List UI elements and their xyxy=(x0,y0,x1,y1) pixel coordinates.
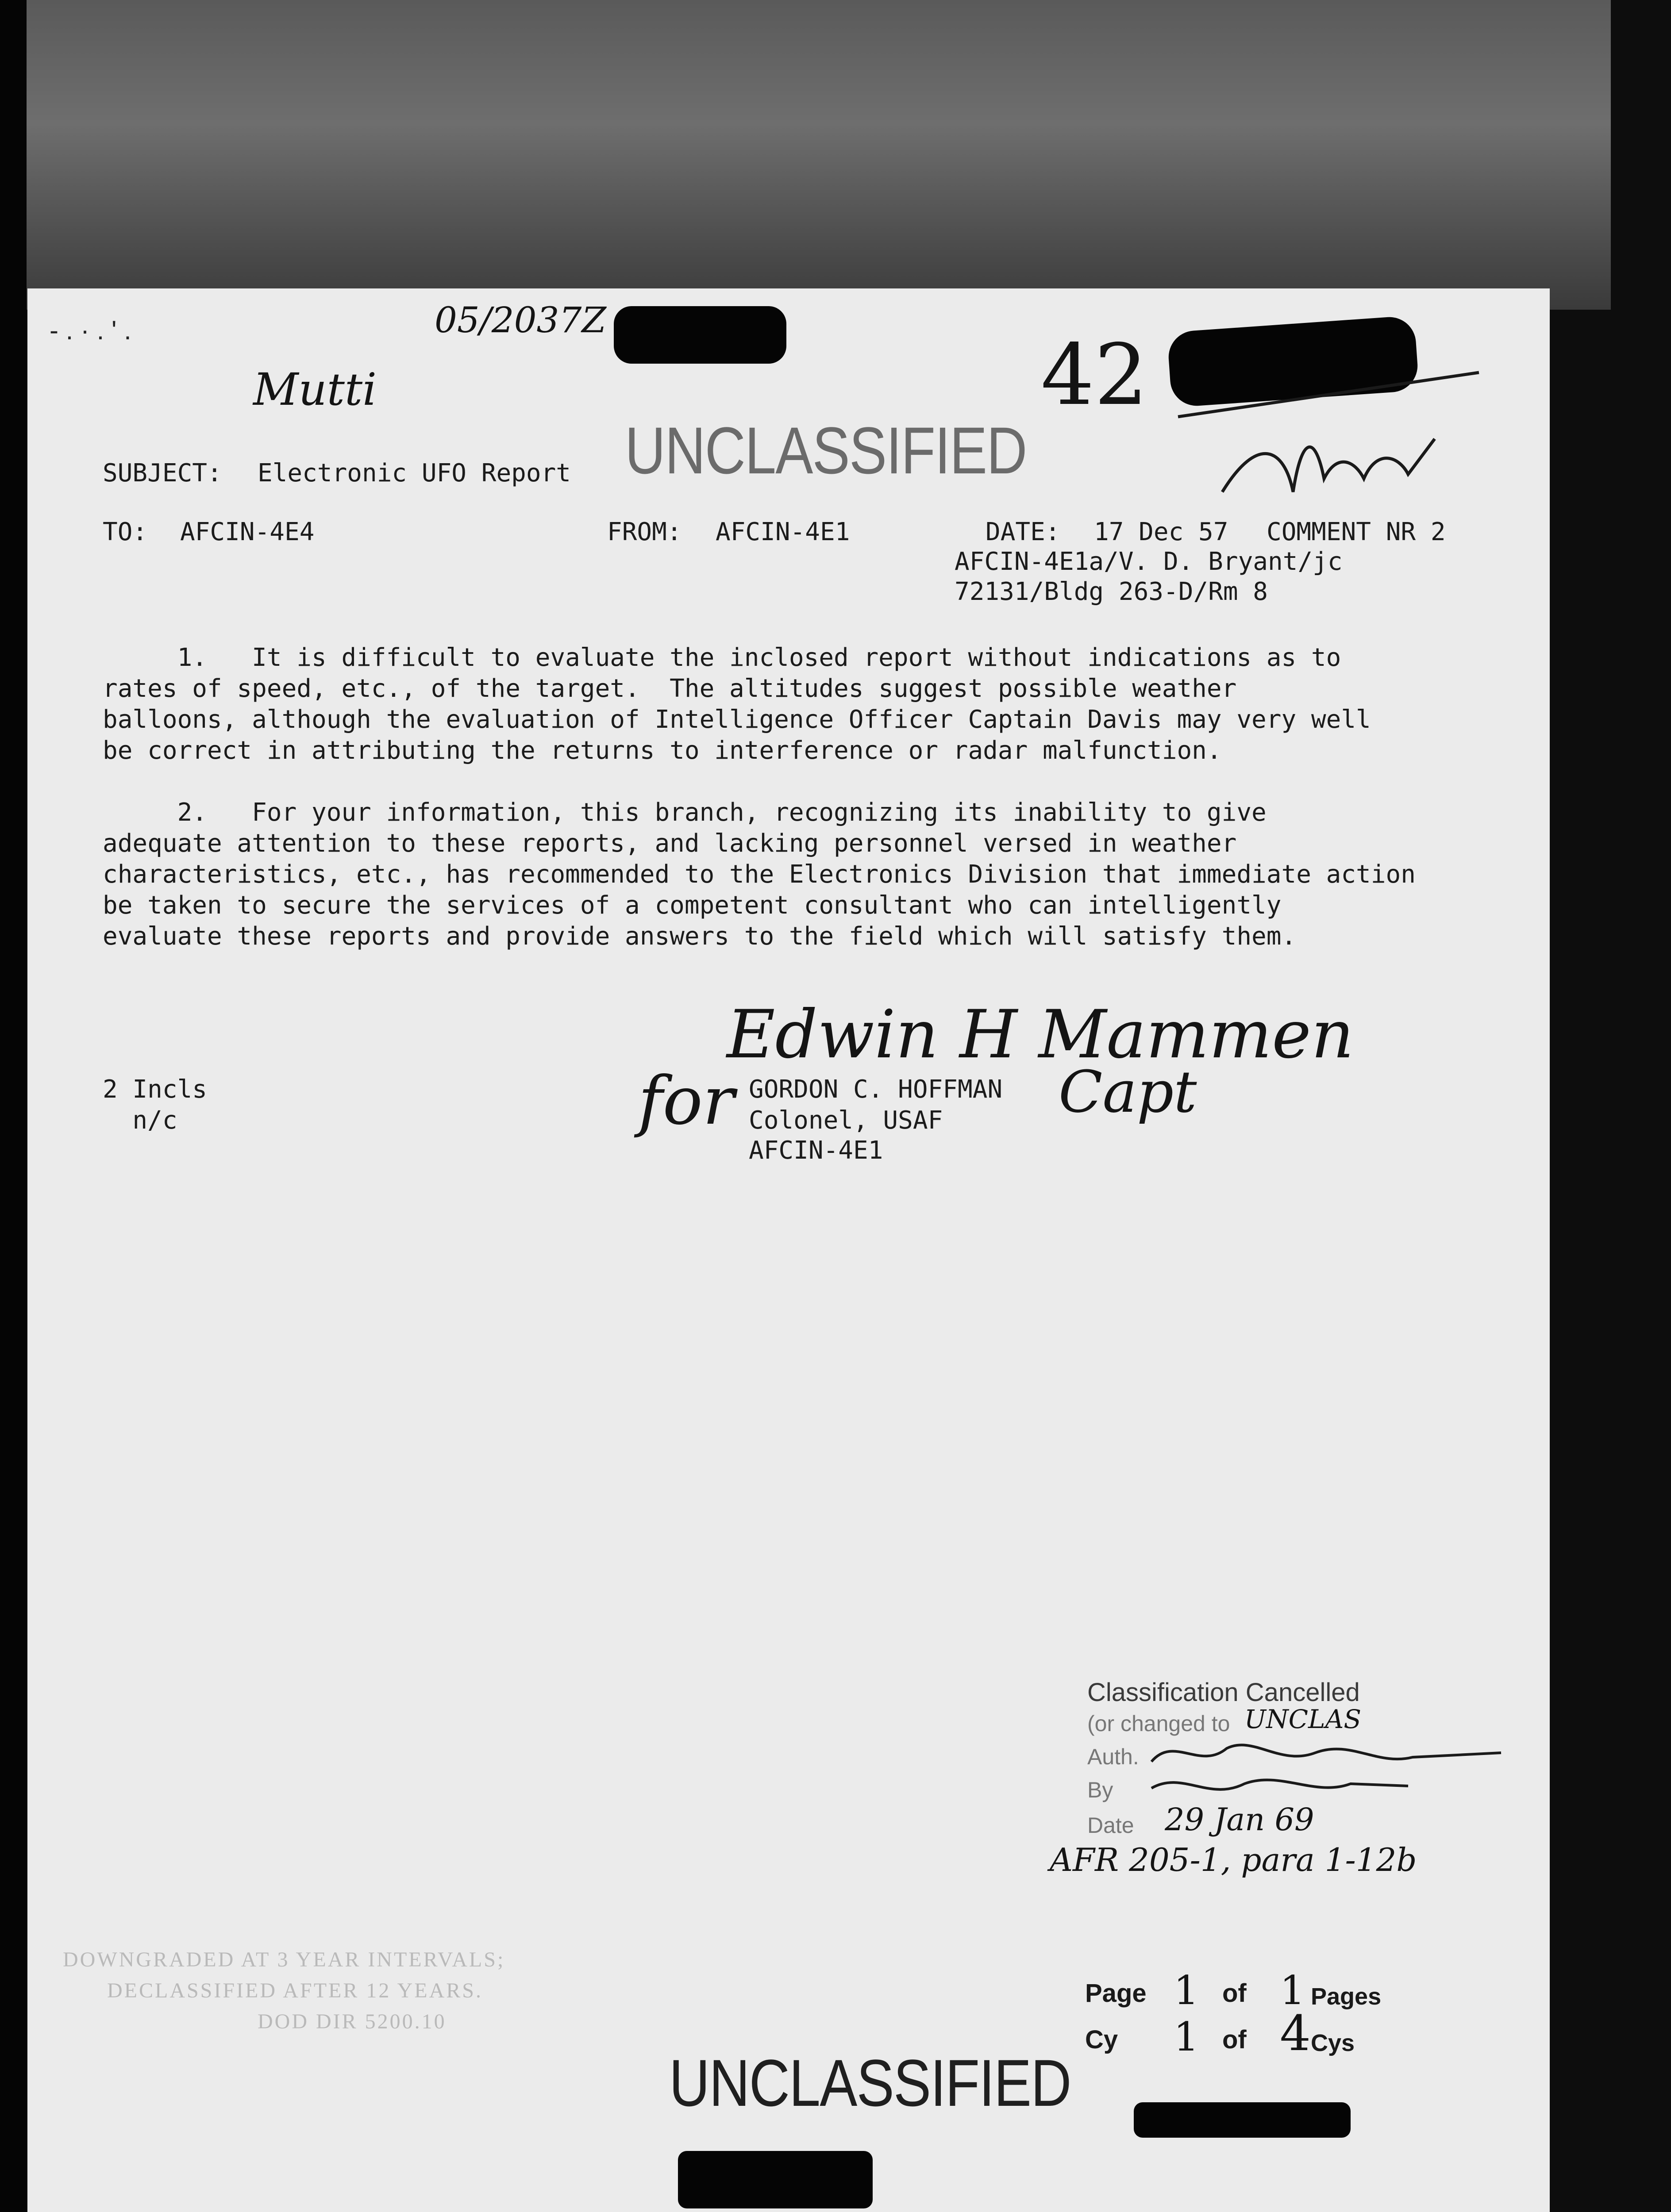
copy-of-label: of xyxy=(1222,2025,1247,2054)
date-value: 17 Dec 57 xyxy=(1094,518,1228,546)
cancel-stamp-authority-note: AFR 205-1, para 1-12b xyxy=(1050,1841,1417,1878)
to-value: AFCIN-4E4 xyxy=(180,518,315,546)
paragraph-line: be correct in attributing the returns to interference or radar malfunction. xyxy=(103,736,1222,765)
scan-border-left xyxy=(0,0,27,2212)
handwritten-signature: Edwin H Mammen xyxy=(727,996,1354,1073)
cancel-stamp-date-label: Date xyxy=(1087,1813,1134,1838)
from-value: AFCIN-4E1 xyxy=(716,518,850,546)
subject-value: Electronic UFO Report xyxy=(258,459,571,488)
paragraph-line: characteristics, etc., has recommended to the Electronics Division that immediate action xyxy=(103,860,1416,889)
date-label: DATE: xyxy=(986,518,1060,546)
scan-background-top xyxy=(27,0,1611,310)
copies-label: Cys xyxy=(1311,2030,1355,2056)
punch-marks: - . · . ' . xyxy=(50,315,131,345)
cancel-stamp-auth-label: Auth. xyxy=(1087,1744,1139,1769)
handwritten-for: for xyxy=(638,1063,735,1140)
paragraph-line: evaluate these reports and provide answers to the field which will satisfy them. xyxy=(103,922,1297,951)
paragraph-1 xyxy=(103,642,1554,766)
downgrade-line-1: DOWNGRADED AT 3 YEAR INTERVALS; xyxy=(63,1948,505,1971)
paragraph-line: be taken to secure the services of a competent consultant who can intelligently xyxy=(103,891,1282,920)
paragraph-line: 1. It is difficult to evaluate the inclosed report without indications as to xyxy=(103,643,1341,672)
handwritten-initials: Mutti xyxy=(253,364,377,415)
redaction-bar xyxy=(614,306,786,364)
page-of-label: of xyxy=(1222,1979,1247,2008)
cancel-stamp-changed-label: (or changed to xyxy=(1087,1711,1230,1736)
handwritten-mark-scribble xyxy=(1169,346,1523,514)
downgrade-line-2: DECLASSIFIED AFTER 12 YEARS. xyxy=(107,1979,483,2002)
classification-stamp-bottom: UNCLASSIFIED xyxy=(669,2046,1071,2120)
signer-name: GORDON C. HOFFMAN xyxy=(749,1075,1003,1104)
pages-label: Pages xyxy=(1311,1983,1382,2010)
cancel-stamp-by-signature xyxy=(1147,1766,1413,1806)
cancel-stamp-title: Classification Cancelled xyxy=(1087,1678,1360,1707)
redaction-bar xyxy=(1134,2102,1351,2138)
subject-label: SUBJECT: xyxy=(103,459,222,488)
copy-number: 1 xyxy=(1174,2014,1199,2060)
document-page xyxy=(27,288,1550,2212)
downgrade-line-3: DOD DIR 5200.10 xyxy=(258,2010,447,2033)
copy-label: Cy xyxy=(1085,2025,1118,2054)
handwritten-number: 42 xyxy=(1041,326,1148,424)
page-number: 1 xyxy=(1174,1967,1199,2014)
handwritten-msg-ref: 05/2037Z xyxy=(435,300,606,341)
paragraph-2 xyxy=(103,797,1554,952)
office-symbol-line: AFCIN-4E1a/V. D. Bryant/jc xyxy=(955,547,1343,576)
paragraph-line: 2. For your information, this branch, recognizing its inability to give xyxy=(103,798,1267,827)
signer-office: AFCIN-4E1 xyxy=(749,1136,883,1165)
classification-stamp-top: UNCLASSIFIED xyxy=(625,413,1027,488)
copy-total: 4 xyxy=(1280,2005,1311,2062)
page-total: 1 xyxy=(1280,1967,1305,2014)
from-label: FROM: xyxy=(607,518,682,546)
handwritten-capt: Capt xyxy=(1059,1058,1197,1125)
enclosures-count: 2 Incls xyxy=(103,1075,208,1104)
signer-rank: Colonel, USAF xyxy=(749,1106,943,1135)
cancel-stamp-by-label: By xyxy=(1087,1778,1113,1802)
room-line: 72131/Bldg 263-D/Rm 8 xyxy=(955,577,1268,606)
to-label: TO: xyxy=(103,518,148,546)
redaction-bar xyxy=(678,2151,873,2208)
paragraph-line: balloons, although the evaluation of Intelligence Officer Captain Davis may very well xyxy=(103,705,1371,734)
paragraph-line: adequate attention to these reports, and lacking personnel versed in weather xyxy=(103,829,1237,858)
cancel-stamp-date-value: 29 Jan 69 xyxy=(1165,1801,1314,1838)
comment-number: COMMENT NR 2 xyxy=(1267,518,1446,546)
enclosures-note: n/c xyxy=(103,1106,177,1135)
page-label: Page xyxy=(1085,1979,1147,2008)
cancel-stamp-changed-value: UNCLAS xyxy=(1244,1704,1362,1734)
paragraph-line: rates of speed, etc., of the target. The altitudes suggest possible weather xyxy=(103,674,1237,703)
